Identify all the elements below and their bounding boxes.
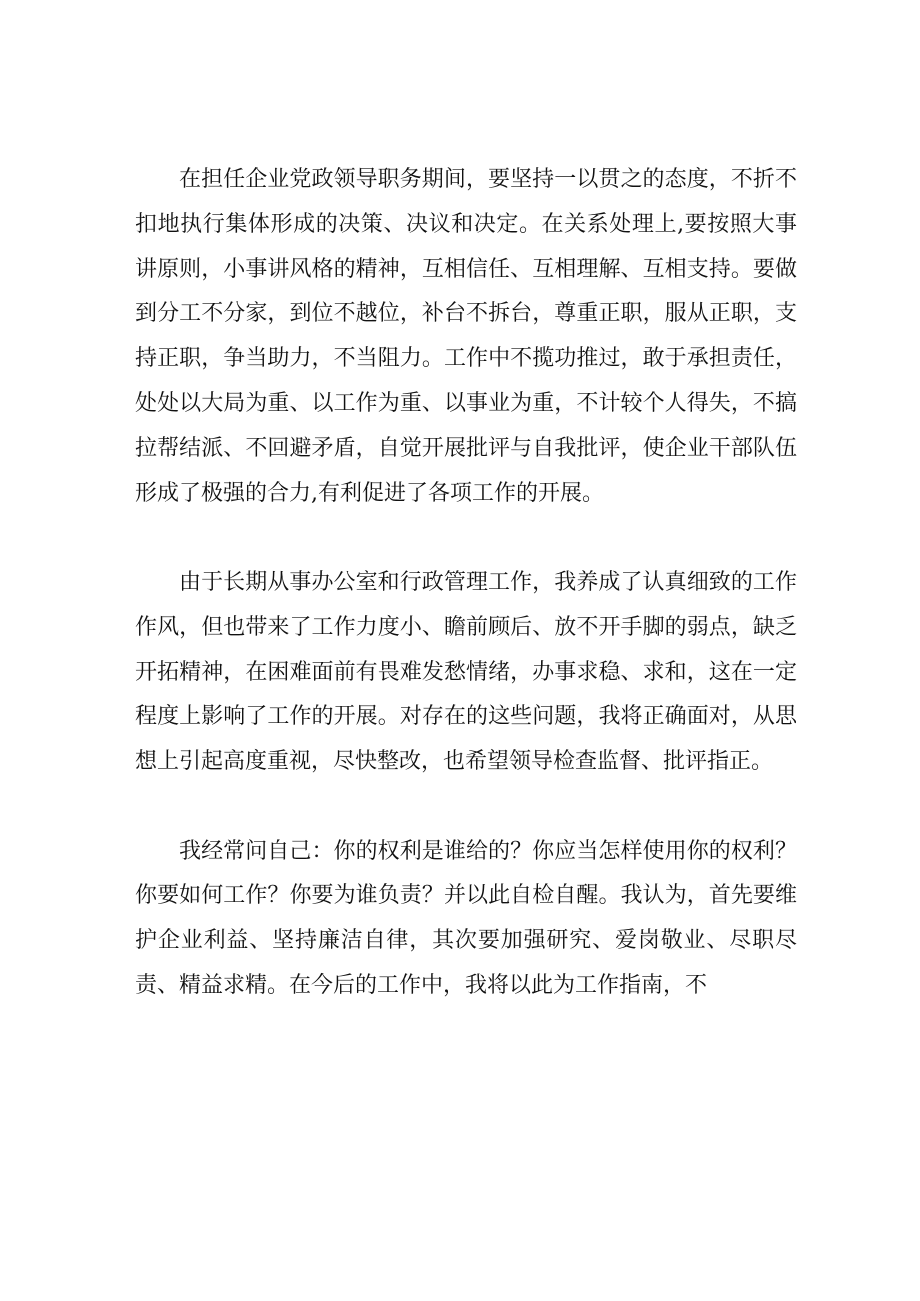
document-body <box>135 158 797 1009</box>
paragraph-2: 由于长期从事办公室和行政管理工作，我养成了认真细致的工作作风，但也带来了工作力度小、瞻前顾后、放不开手脚的弱点，缺乏开拓精神，在困难面前有畏难发愁情绪，办事求稳、求和，这在一定程度上影响了工作的开展。对存在的这些问题，我将正确面对，从思想上引起高度重视，尽快整改，也希望领导检查监督、批评指正。 <box>135 569 797 775</box>
paragraph-3: 我经常问自己：你的权利是谁给的？你应当怎样使用你的权利？你要如何工作？你要为谁负责？并以此自检自醒。我认为，首先要维护企业利益、坚持廉洁自律，其次要加强研究、爱岗敬业、尽职尽责、精益求精。在今后的工作中，我将以此为工作指南，不 <box>135 838 797 998</box>
paragraph-1: 在担任企业党政领导职务期间，要坚持一以贯之的态度，不折不扣地执行集体形成的决策、决议和决定。在关系处理上,要按照大事讲原则，小事讲风格的精神，互相信任、互相理解、互相支持。要做到分工不分家，到位不越位，补台不拆台，尊重正职，服从正职，支持正职，争当助力，不当阻力。工作中不揽功推过，敢于承担责任，处处以大局为重、以工作为重、以事业为重，不计较个人得失，不搞拉帮结派、不回避矛盾，自觉开展批评与自我批评，使企业干部队伍形成了极强的合力,有利促进了各项工作的开展。 <box>135 167 797 506</box>
